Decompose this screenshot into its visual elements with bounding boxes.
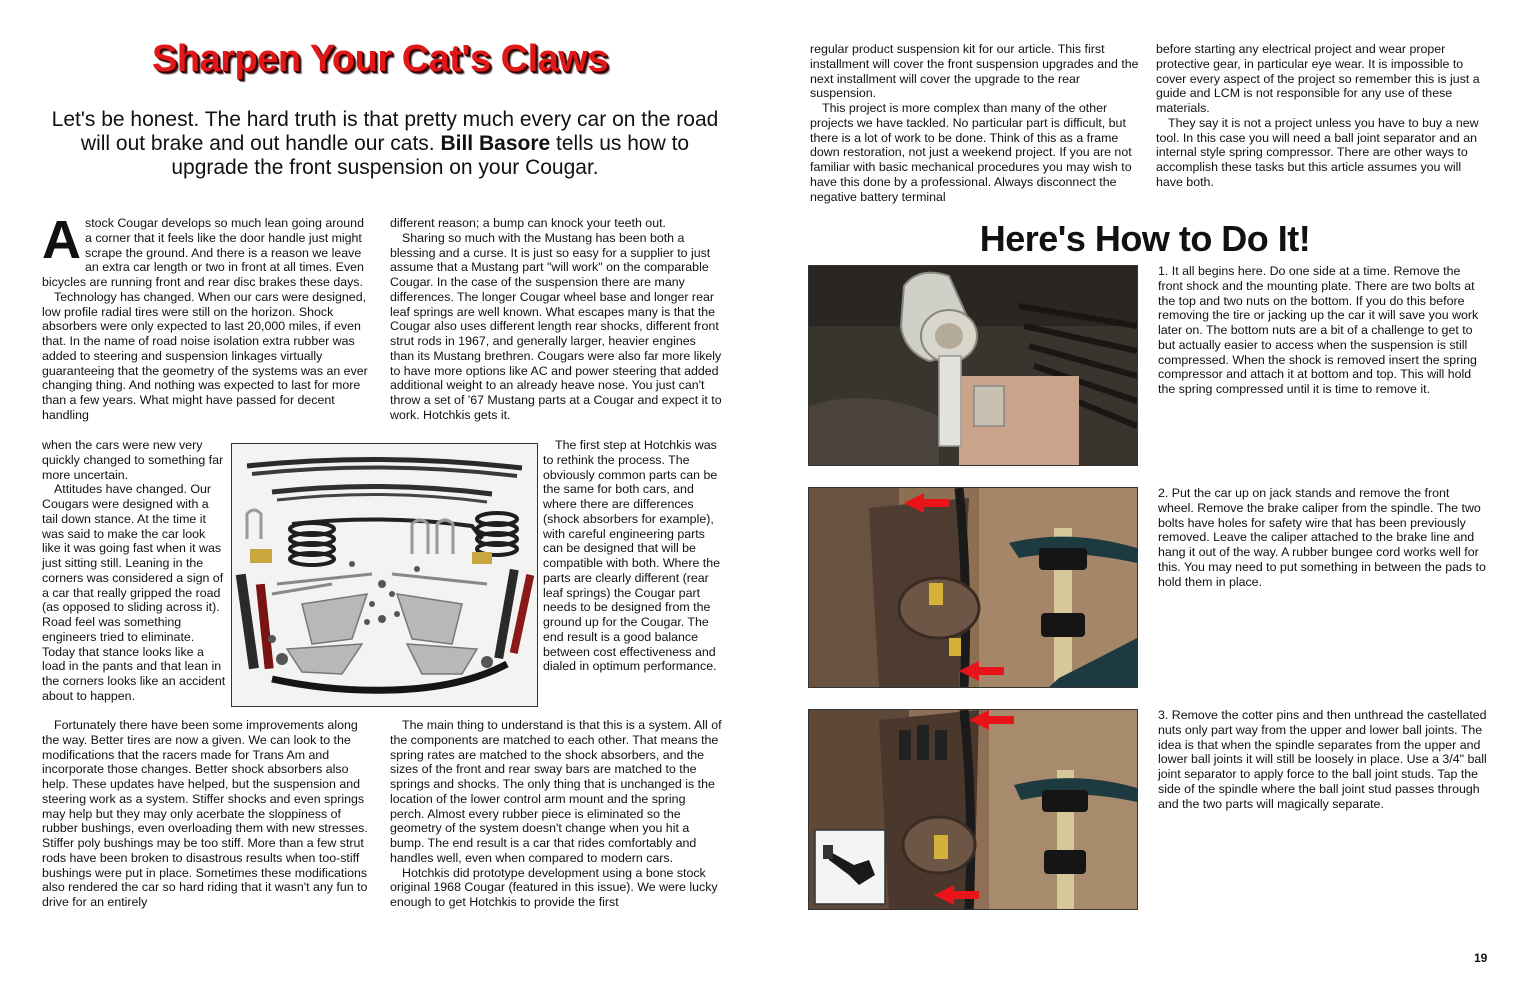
deck-intro: Let's be honest. The hard truth is that pretty much every car on the road will out brake and out handle our cats. — [51, 108, 719, 155]
column-1-top — [42, 210, 372, 423]
col2-para-4: The main thing to understand is that this is a system. All of the components are matched to each other. That means the spring rates are matched to the shock absorbers, and the sizes of the front and rear sway bars are matched to the springs and shocks. The only thing that is unchanged is the location of the lower control arm mount and the spring perch. Almost every rubber piece is eliminated so the geometry of the system doesn't change when you hit a bump. The end result is a car that rides comfortably and handles well, even when compared to modern cars. — [390, 718, 722, 865]
col4-para-1: before starting any electrical project and wear proper protective gear, in particular eye wear. It is impossible to cover every aspect of the project so remember this is just a guide and LCM is not responsible for any use of these materials. — [1156, 42, 1480, 115]
column-2-bottom — [390, 718, 722, 910]
col1-para-4: Fortunately there have been some improvements along the way. Better tires are now a given. We can look to the modifications that the racers made for Trans Am and incorporate those changes. Better shock absorbers also help. These updates have helped, but the suspension and steering work as a system. Stiffer shocks and even springs may help but they may only acerbate the sloppiness of rubber bushings, even overloading them with new stresses. Stiffer poly bushings may be too stiff. More than a few strut rods have been broken to disastrous results when too-stiff bushings were put in place. Sometimes these modifications also rendered the car so hard riding that it wasn't any fun to drive for an entirely — [42, 718, 368, 909]
step-2-photo — [808, 487, 1138, 688]
col3-para-1: regular product suspension kit for our article. This first installment will cover the front suspension upgrades and the next installment will cover the upgrade to the rear suspension. — [810, 42, 1139, 101]
column-2-top — [390, 216, 722, 423]
deck-author: Bill Basore — [440, 132, 551, 155]
col2-para-5: Hotchkis did prototype development using a bone stock original 1968 Cougar (featured in this issue). We were lucky enough to get Hotchkis to provide the first — [390, 865, 718, 909]
column-4 — [1156, 42, 1486, 190]
step-1-text: 1. It all begins here. Do one side at a time. Remove the front shock and the mounting plate. There are two bolts at the top and two nuts on the bottom. If you do this before removing the tire or jacking up the car it will save you work later on. The bottom nuts are a bit of a challenge to get to but actually easier to access when the suspension is still compressed. When the shock is removed insert the spring compressor and attach it at bottom and top. This will hold the spring compressed until it is time to remove it. — [1158, 264, 1479, 396]
column-2-narrow — [543, 438, 723, 674]
col3-para-2: This project is more complex than many of the other projects we have tackled. No particular part is difficult, but there is a lot of work to be done. Think of this as a frame down restoration, not just a weekend project. If you are not familiar with basic mechanical procedures you may wish to have this done by a professional. Always disconnect the negative battery terminal — [810, 101, 1132, 204]
step-1-photo — [808, 265, 1138, 466]
page-number: 19 — [1474, 951, 1488, 965]
deck-tail: tells us how to upgrade the front suspension on your Cougar. — [171, 132, 690, 179]
step-3-photo — [808, 709, 1138, 910]
column-1-narrow — [42, 438, 227, 704]
column-3 — [810, 42, 1140, 204]
drop-cap: A — [42, 210, 81, 270]
step-2-text: 2. Put the car up on jack stands and remove the front wheel. Remove the brake caliper from the spindle. The two bolts have holes for safety wire that has been previously removed. Leave the caliper attached to the brake line and hang it out of the way. A rubber bungee cord works well for this. You may need to put something in between the pads to hold them in place. — [1158, 486, 1486, 589]
col1-para-3: Attitudes have changed. Our Cougars were designed with a tail down stance. At the time it was said to make the car look like it was going fast when it was just sitting still. Leaning in the corners was considered a sign of a car that really gripped the road (as opposed to sliding across it). Road feel was something engineers tried to eliminate. Today that stance looks like a load in the pants and that lean in the corners looks like an accident about to happen. — [42, 482, 226, 703]
col2-para-3: The first step at Hotchkis was to rethink the process. The obviously common parts can be the same for both cars, and where there are differences (shock absorbers for example), with careful engineering parts can be designed that will be compatible with both. Where the parts are clearly different (rear leaf springs) the Cougar part needs to be designed from the ground up for the Cougar. The end result is a good balance between cost effectiveness and dialed in optimum performance. — [543, 438, 721, 674]
article-title: Sharpen Your Cat's Claws — [152, 38, 608, 80]
col2-para-2: Sharing so much with the Mustang has been both a blessing and a curse. It is just so easy for a supplier to just assume that a Mustang part "will work" on the comparable Cougar. In the case of the suspension there are many differences. The longer Cougar wheel base and longer rear leaf springs are well known. What escapes many is that the Cougar also uses different length rear shocks, different front strut rods in 1967, and generally larger, heavier engines than its Mustang brethren. Cougars were also far more likely to have more options like AC and power steering that added additional weight to an already heave nose. You just can't throw a set of '67 Mustang parts at a Cougar and expect it to work. Hotchkis gets it. — [390, 230, 722, 422]
suspension-kit-photo — [231, 443, 538, 707]
col4-para-2: They say it is not a project unless you have to buy a new tool. In this case you will need a ball joint separator and an internal style spring compressor. There are other ways to accomplish these tasks but this article assumes you will have both. — [1156, 115, 1479, 189]
col1-para-2: Technology has changed. When our cars were designed, low profile radial tires were still on the horizon. Shock absorbers were only expected to last 20,000 miles, if even that. In the name of road noise isolation extra rubber was added to steering and suspension linkages virtually guaranteeing that the geometry of the systems was an ever changing thing. And nothing was expected to last for more than a few years. What might have passed for decent handling — [42, 289, 368, 422]
col1-para-1: stock Cougar develops so much lean going around a corner that it feels like the door handle just might scrape the ground. And there is a reason we leave an extra car length or two in front at all times. Even bicycles are running front and rear disc brakes these days. — [42, 216, 364, 289]
col2-para-1: different reason; a bump can knock your teeth out. — [390, 216, 666, 230]
howto-heading: Here's How to Do It! — [979, 218, 1311, 259]
col1-para-2-cont: when the cars were new very quickly changed to something far more uncertain. — [42, 438, 224, 482]
step-3-text: 3. Remove the cotter pins and then unthread the castellated nuts only part way from the upper and lower ball joints. The idea is that when the spindle separates from the upper and lower ball joints it will still be loosely in place. Use a 3/4" ball joint separator to apply force to the ball joint studs. Tap the side of the spindle where the ball joint stud passes through and the two parts will magically separate. — [1158, 708, 1487, 811]
column-1-bottom — [42, 718, 372, 910]
article-deck — [40, 108, 730, 180]
